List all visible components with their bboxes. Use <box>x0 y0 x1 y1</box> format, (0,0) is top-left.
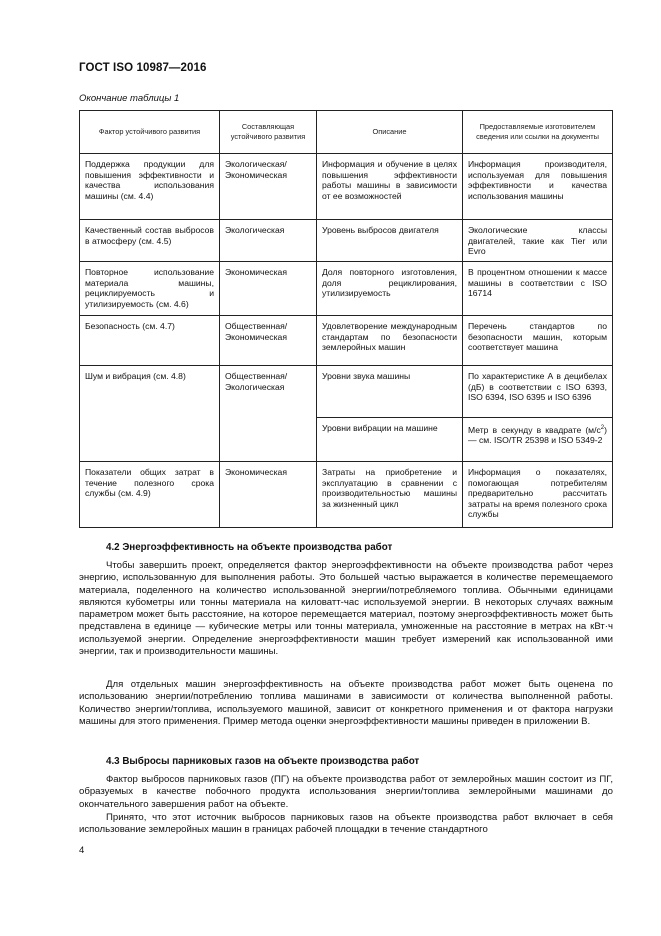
table-row <box>80 154 613 220</box>
table-cell: Поддержка продукции для повышения эффективности и качества использования машины (см. 4.4) <box>80 154 220 220</box>
table-cell: Перечень стандартов по безопасности машин, которым соответствует машина <box>463 316 613 366</box>
superscript: 2 <box>600 425 605 431</box>
table-cell: Экологические классы двигателей, такие как Tier или Evro <box>463 220 613 262</box>
table-cell: Уровень выбросов двигателя <box>317 220 463 262</box>
column-header: Фактор устойчивого развития <box>80 111 220 154</box>
page-number: 4 <box>79 845 85 856</box>
section-heading: 4.3 Выбросы парниковых газов на объекте производства работ <box>106 756 420 767</box>
table-caption: Окончание таблицы 1 <box>79 93 180 104</box>
table-row <box>80 316 613 366</box>
table-cell: Удовлетворение международным стандартам по безопасности землеройных машин <box>317 316 463 366</box>
table-row <box>80 262 613 316</box>
column-header: Описание <box>317 111 463 154</box>
table-cell: Информация и обучение в целях повышения эффективности работы машины в зависимости от ее возможностей <box>317 154 463 220</box>
table-cell: Шум и вибрация (см. 4.8) <box>80 366 220 462</box>
cell-text: Метр в секунду в квадрате (м/с <box>468 424 601 435</box>
table-cell: Экономическая <box>220 262 317 316</box>
paragraph: Чтобы завершить проект, определяется фактор энергоэффективности на объекте производства работ через энергию, использованную для выполнения работы. Это большей частью выражается в количестве перемещаемого материала, поделенного на количество использованной энергии/потребляемого топлива. Обычными единицами являются кубометры или тонны материала на киловатт-час используемой энергии. В некоторых случаях важным параметром может быть расстояние, на которое перемещается материал, поэтому энергоэффективность может быть представлена в единице — кубические метры или тонны материала, умноженные на расстояние в метрах на кВт·ч используемой энергии. Определение энергоэффективности машин требует измерений как использованной ими энергии, так и производительности машины. <box>79 560 613 658</box>
table-cell: Уровни звука машины <box>317 366 463 418</box>
paragraph: Для отдельных машин энергоэффективность на объекте производства работ может быть оценена по использованию энергии/потреблению топлива машинами в зависимости от количества выполненной работы. Количество энергии/топлива, используемого машиной, зависит от конкретного применения и от фактора нагрузки машины для этого применения. Пример метода оценки энергоэффективности машины приведен в приложении В. <box>79 679 613 727</box>
table-cell: Показатели общих затрат в течение полезного срока службы (см. 4.9) <box>80 462 220 528</box>
sustainability-factors-table <box>79 110 613 528</box>
table-cell: Качественный состав выбросов в атмосферу (см. 4.5) <box>80 220 220 262</box>
table-cell: Уровни вибрации на машине <box>317 418 463 462</box>
document-header: ГОСТ ISO 10987—2016 <box>79 62 207 74</box>
table-cell: Безопасность (см. 4.7) <box>80 316 220 366</box>
table-cell: По характеристике А в децибелах (дБ) в соответствии с ISO 6393, ISO 6394, ISO 6395 и ISO 6396 <box>463 366 613 418</box>
table-cell: Экологическая <box>220 220 317 262</box>
table-cell: Общественная/ Экологическая <box>220 366 317 462</box>
section-heading: 4.2 Энергоэффективность на объекте производства работ <box>106 542 393 553</box>
table-cell: Экологическая/ Экономическая <box>220 154 317 220</box>
table-cell <box>463 418 613 462</box>
table-cell: Информация производителя, используемая для повышения эффективности и качества использования машины <box>463 154 613 220</box>
table-cell: Повторное использование материала машины, рециклируемость и утилизируемость (см. 4.6) <box>80 262 220 316</box>
table-row <box>80 462 613 528</box>
paragraph: Фактор выбросов парниковых газов (ПГ) на объекте производства работ от землеройных машин состоит из ПГ, образуемых в качестве побочного продукта использования энергии/топлива землеройными машинами до окончательного завершения работ на объекте. <box>79 774 613 810</box>
table-cell: Общественная/ Экономическая <box>220 316 317 366</box>
table-header-row <box>80 111 613 154</box>
column-header: Составляющая устойчивого развития <box>220 111 317 154</box>
column-header: Предоставляемые изготовителем сведения или ссылки на документы <box>463 111 613 154</box>
paragraph: Принято, что этот источник выбросов парниковых газов на объекте производства работ включает в себя использование землеройных машин в границах рабочей площадки в течение стандартного <box>79 812 613 836</box>
table-cell: Доля повторного изготовления, доля рециклирования, утилизируемость <box>317 262 463 316</box>
table-cell: Экономическая <box>220 462 317 528</box>
table-cell: В процентном отношении к массе машины в соответствии с ISO 16714 <box>463 262 613 316</box>
cell-text: ) — см. ISO/TR 25398 и ISO 5349-2 <box>468 424 607 446</box>
table-row <box>80 220 613 262</box>
table-cell: Затраты на приобретение и эксплуатацию в сравнении с производительностью машины за жизненный цикл <box>317 462 463 528</box>
table-cell: Информация о показателях, помогающая потребителям предварительно рассчитать затраты на время полезного срока службы <box>463 462 613 528</box>
table-row <box>80 366 613 418</box>
